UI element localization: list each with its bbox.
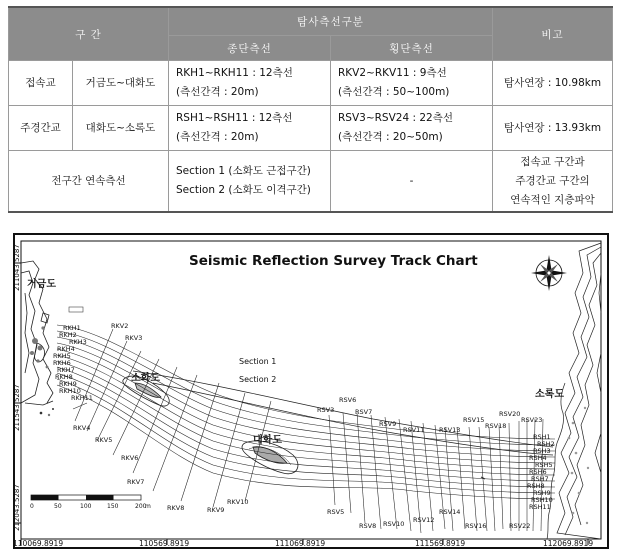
row-name: 접속교 [9,61,73,106]
x-coord: 110569.8919 [139,539,190,548]
rkh-label: RKH5 [53,352,71,360]
rkv-label: RKV3 [125,334,143,342]
rsh-label: RSH2 [537,440,555,448]
rsh-label: RSH8 [527,482,545,490]
x-coord: 111569.8919 [415,539,466,548]
rkh-label: RKH7 [57,366,75,374]
rsh-label: RSH11 [529,503,551,511]
header-transverse: 횡단측선 [331,36,493,61]
header-remarks: 비고 [493,7,613,61]
scale-tick: 50 [54,503,62,510]
x-coord: 111069.8919 [275,539,326,548]
rsv-label: RSV20 [499,410,521,418]
rsh-label: RSH3 [533,447,551,455]
rkv-label: RKV4 [73,424,91,432]
island-daehwado: 대화도 [253,435,282,446]
rsv-label: RSV6 [339,396,357,404]
island-sohwado: 소화도 [131,373,160,384]
rkv-label: RKV6 [121,454,139,462]
rkh-label: RKH3 [69,338,87,346]
table-row [9,151,613,213]
row-remark: 탐사연장 : 10.98km [493,61,613,106]
table-row [9,106,613,151]
track-chart-map [13,233,609,549]
row-longitudinal: RKH1~RKH11 : 12측선 (측선간격 : 20m) [169,61,331,106]
y-coord: 212043.5287 [13,484,21,531]
island-sorokdo: 소록도 [535,389,564,400]
track-chart-drawing [13,233,609,549]
island-geogeumdo: 거금도 [27,279,56,290]
rsv-label: RSV9 [379,420,397,428]
scale-bar [31,495,141,500]
rsv-label: RSV14 [439,508,461,516]
rsv-label: RSV22 [509,522,531,530]
row-transverse: - [331,151,493,213]
rsh-label: RSH5 [535,461,553,469]
scale-tick: 100 [80,503,92,510]
row-remark: 탐사연장 : 13.93km [493,106,613,151]
rkh-label: RKH2 [59,331,77,339]
rsv-label: RSV5 [327,508,345,516]
rsv-label: RSV23 [521,416,543,424]
row-range: 거금도~대화도 [73,61,169,106]
rkh-label: RKH4 [57,345,75,353]
rkh-label: RKH11 [71,394,93,402]
rkh-label: RKH6 [53,359,71,367]
rsv-label: RSV12 [413,516,435,524]
rsv-label: RSV18 [485,422,507,430]
x-coord: 112069.8919 [543,539,594,548]
rkv-label: RKV5 [95,436,113,444]
rsv-label: RSV7 [355,408,373,416]
rsh-label: RSH9 [533,489,551,497]
y-coord: 211043.5287 [13,244,21,291]
scale-tick: 150 [107,503,119,510]
rkv-label: RKV2 [111,322,129,330]
row-transverse: RSV3~RSV24 : 22측선 (측선간격 : 20~50m) [331,106,493,151]
rsv-label: RSV11 [403,426,425,434]
rsv-label: RSV10 [383,520,405,528]
row-remark: 접속교 구간과 주경간교 구간의 연속적인 지층파악 [493,151,613,213]
rsv-label: RSV3 [317,406,335,414]
row-name: 주경간교 [9,106,73,151]
header-longitudinal: 종단측선 [169,36,331,61]
y-coord: 211543.5287 [13,384,21,431]
scale-tick: 200 [135,503,147,510]
header-section: 구 간 [9,7,169,61]
rkv-label: RKV9 [207,506,225,514]
table-row [9,61,613,106]
row-longitudinal: RSH1~RSH11 : 12측선 (측선간격 : 20m) [169,106,331,151]
section1-label: Section 1 [239,357,277,366]
row-longitudinal: Section 1 (소화도 근접구간) Section 2 (소화도 이격구간) [169,151,331,213]
rsv-label: RSV16 [465,522,487,530]
header-survey-line-group: 탐사측선구분 [169,7,493,36]
scale-unit: m [145,503,151,510]
rkv-label: RKV10 [227,498,249,506]
rsh-label: RSH4 [529,454,547,462]
rsv-label: RSV13 [439,426,461,434]
survey-line-table [8,6,613,213]
rsh-label: RSH1 [533,433,551,441]
map-title: Seismic Reflection Survey Track Chart [189,253,478,269]
rkh-label: RKH1 [63,324,81,332]
row-name: 전구간 연속측선 [9,151,169,213]
rsv-label: RSV8 [359,522,377,530]
row-transverse: RKV2~RKV11 : 9측선 (측선간격 : 50~100m) [331,61,493,106]
rkh-label: RKH8 [55,373,73,381]
rkh-label: RKH10 [59,387,81,395]
rsh-label: RSH7 [531,475,549,483]
scale-tick: 0 [30,503,34,510]
rkv-label: RKV8 [167,504,185,512]
rsh-label: RSH6 [529,468,547,476]
x-coord: 110069.8919 [13,539,64,548]
rkv-label: RKV7 [127,478,145,486]
row-range: 대화도~소록도 [73,106,169,151]
rkh-label: RKH9 [59,380,77,388]
rsv-label: RSV15 [463,416,485,424]
section2-label: Section 2 [239,375,277,384]
rsh-label: RSH10 [531,496,553,504]
